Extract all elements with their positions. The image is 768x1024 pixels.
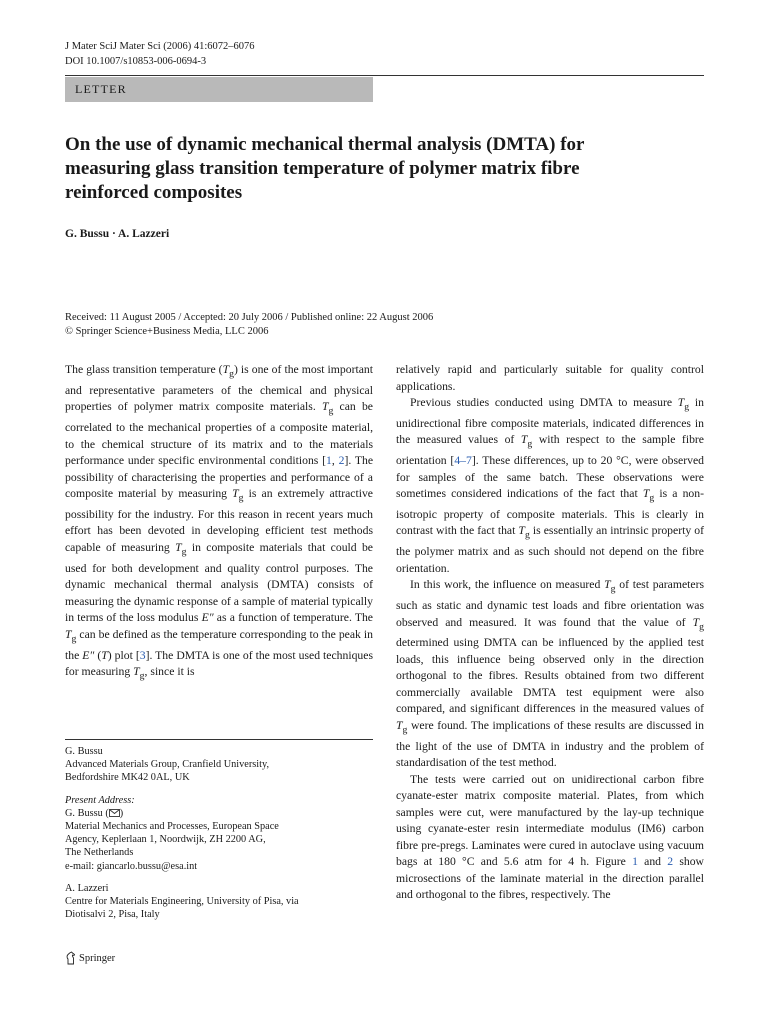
paragraph-continued: relatively rapid and particularly suitable for quality control applications. bbox=[396, 363, 704, 393]
body-column-left bbox=[65, 362, 373, 685]
figure-link[interactable]: 2 bbox=[667, 855, 674, 869]
paragraph-this-work: In this work, the influence on measured $T_g$ of test parameters such as static and dynamic test loads and fibre orientation was observed and measured. It was found that the value of $T_g$ determined using DMTA can be influenced by the applied test loads, this influence being observed only in the direction orthogonal to the fibres. Results obtained from two different commercially available DMTA test equipment were also compared, and significant differences in the measured values of $T_g$ were found. The implications of these results are discussed in the light of the use of DMTA in industry and the problem of standardisation of the test method. bbox=[396, 578, 705, 770]
paragraph-intro: The glass transition temperature $(T_g)$ is one of the most important and representative parameters of the chemical and physical properties of polymer matrix composite materials. $T_g$ can be correlated to the mechanical properties of a composite material, to the chemical structure of its matrix and to the materials performance under specific environmental conditions [1, 2]. The possibility of characterising the properties and performance of a composite material by measuring $T_g$ is an extremely attractive possibility for the industry. For this reason in recent years much effort has been devoted in developing efficient test methods capable of measuring $T_g$ in composite materials that could be used for both development and quality control purposes. The dynamic mechanical thermal analysis (DMTA) consists of measuring the dynamic response of a sample of material typically in terms of the loss modulus E″ as a function of temperature. The $T_g$ can be defined as the temperature corresponding to the peak in the E″ (T) plot [3]. The DMTA is one of the most used techniques for measuring $T_g$, since it is bbox=[65, 363, 374, 682]
author-affiliations bbox=[65, 745, 373, 921]
citation-link[interactable]: 3 bbox=[139, 648, 146, 662]
present-address-label: Present Address: bbox=[65, 794, 135, 806]
present-address-name: G. Bussu ( ) bbox=[65, 807, 124, 819]
affiliation-name: A. Lazzeri bbox=[65, 882, 109, 894]
affiliation-line: Advanced Materials Group, Cranfield University, bbox=[65, 759, 270, 771]
email-link[interactable]: e-mail: giancarlo.bussu@esa.int bbox=[65, 860, 198, 872]
article-title: On the use of dynamic mechanical thermal analysis (DMTA) for measuring glass transition temperature of polymer matrix fibre reinforced composites bbox=[65, 134, 585, 203]
affiliation-line: Centre for Materials Engineering, University of Pisa, via bbox=[65, 896, 299, 908]
footnote-rule bbox=[65, 739, 373, 740]
figure-link[interactable]: 1 bbox=[632, 855, 638, 869]
article-dates: Received: 11 August 2005 / Accepted: 20 July 2006 / Published online: 22 August 2006 bbox=[65, 312, 434, 323]
article-authors: G. Bussu · A. Lazzeri bbox=[65, 228, 170, 240]
paragraph-tests: The tests were carried out on unidirectional carbon fibre cyanate-ester matrix composite material. Plates, from which samples were cut, were manufactured by the lay-up technique using cyanate-ester resin intermediate modulus (IM6) carbon fibre pre-pregs. Laminates were cured in autoclave using vacuum bags at 180 °C and 5.6 atm for 4 h. Figure 1 and 2 show microsections of the laminate material in the direction parallel and orthogonal to the fibres, respectively. The bbox=[396, 772, 704, 902]
affiliation-name: G. Bussu bbox=[65, 746, 103, 757]
springer-horse-icon bbox=[65, 951, 76, 965]
citation-link[interactable]: 4–7 bbox=[454, 454, 472, 468]
body-column-right bbox=[396, 362, 704, 904]
affiliation-line: Material Mechanics and Processes, European Space bbox=[65, 821, 279, 833]
citation-link[interactable]: 2 bbox=[338, 454, 345, 468]
citation-link[interactable]: 1 bbox=[326, 454, 332, 468]
paragraph-previous-studies: Previous studies conducted using DMTA to measure $T_g$ in unidirectional fibre composite materials, indicated differences in the measured values of $T_g$ with respect to the sample fibre orientation [4–7]. These differences, up to 20 °C, were observed for samples of the same batch. These observations were sometimes considered indications of the fact that $T_g$ is a non-isotropic property of composite materials. This is clearly in contrast with the fact that $T_g$ is essentially an intrinsic property of the polymer matrix and as such should not depend on the fibre orientation. bbox=[396, 396, 705, 575]
doi[interactable]: DOI 10.1007/s10853-006-0694-3 bbox=[65, 56, 207, 67]
section-label-letter: LETTER bbox=[65, 77, 373, 102]
envelope-icon[interactable] bbox=[109, 809, 120, 817]
header-rule bbox=[65, 75, 704, 76]
affiliation-line: The Netherlands bbox=[65, 847, 134, 859]
affiliation-line: Agency, Keplerlaan 1, Noordwijk, ZH 2200 AG, bbox=[65, 834, 266, 846]
publisher-footer bbox=[65, 951, 115, 965]
journal-citation: J Mater SciJ Mater Sci (2006) 41:6072–6076 bbox=[65, 41, 255, 52]
copyright: © Springer Science+Business Media, LLC 2006 bbox=[65, 326, 269, 337]
publisher-name: Springer bbox=[79, 952, 116, 964]
affiliation-line: Diotisalvi 2, Pisa, Italy bbox=[65, 909, 160, 921]
affiliation-line: Bedfordshire MK42 0AL, UK bbox=[65, 772, 190, 784]
